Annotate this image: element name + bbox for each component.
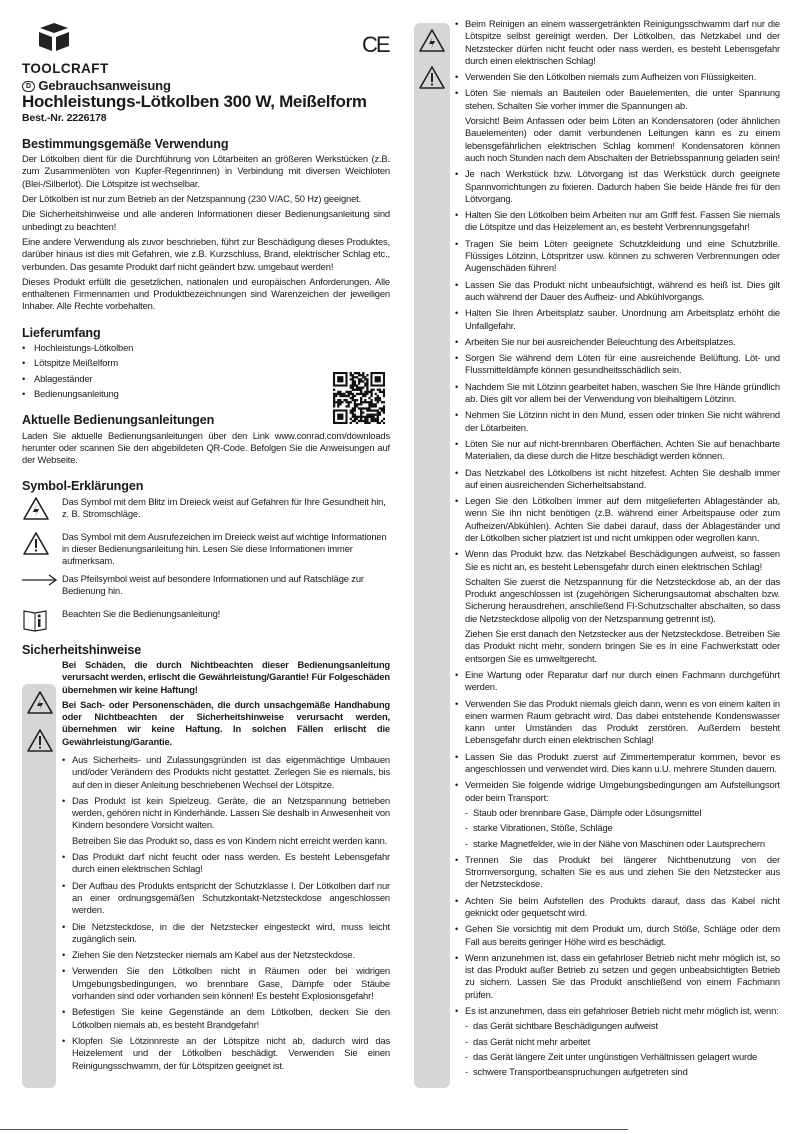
safety-item [455, 548, 780, 665]
scope-heading: Lieferumfang [22, 325, 101, 340]
safety-item [455, 854, 780, 891]
safety-text: Verwenden Sie den Lötkolben niemals zum Aufheizen von Flüssigkeiten. [465, 71, 757, 83]
bullet-icon: • [455, 335, 459, 347]
safety-text: Vermeiden Sie folgende widrige Umgebungsbedingungen am Aufstellungsort oder beim Transport: [465, 779, 780, 803]
bullet-icon: • [455, 168, 459, 180]
safety-text: Legen Sie den Lötkolben immer auf dem mitgelieferten Ablageständer ab, wenn Sie ihn nicht benötigen (z.B. während einer Arbeitspause oder zum Aufheizen/Abkühlen). Achten Sie dabei darauf, dass der Ablageständer und der Lötkolben sicher platziert ist und nicht umkippen oder wegrollen kann. [465, 495, 780, 543]
bullet-icon: • [62, 965, 66, 977]
safety-item [62, 795, 390, 847]
manual-info-icon [22, 608, 62, 638]
scope-item: • Lötspitze Meißelform [22, 357, 390, 369]
safety-item [62, 965, 390, 1002]
bullet-icon: • [455, 853, 459, 865]
bullet-icon: • [62, 851, 66, 863]
bullet-icon: • [455, 495, 459, 507]
safety-item [455, 168, 780, 205]
language-badge: D [22, 81, 35, 92]
scope-item: • Ablageständer [22, 373, 390, 385]
bullet-icon: • [455, 1005, 459, 1017]
safety-text: Klopfen Sie Lötzinnreste an der Lötspitze nicht ab, dadurch wird das Heizelement und der Lötkolben beschädigt. Verwenden Sie einen Reinigungsschwamm, der für Lötspitzen geeignet ist. [72, 1034, 390, 1071]
left-column [22, 80, 390, 1076]
safety-text: Je nach Werkstück bzw. Lötvorgang ist das Werkstück durch geeignete Spannvorrichtungen zu fixieren. Dadurch haben Sie beide Hände frei für den Lötvorgang. [465, 168, 780, 204]
bullet-icon: • [455, 352, 459, 364]
safety-text: Aus Sicherheits- und Zulassungsgründen ist das eigenmächtige Umbauen und/oder Verändern des Produkts nicht gestattet. Zerlegen Sie es niemals, bis auf den in dieser Anleitung beschriebenen Wechsel der Lötspitze. [72, 753, 390, 790]
safety-text: Sorgen Sie während dem Löten für eine ausreichende Belüftung. Löt- und Flussmitteldämpfe können gesundheitsschädlich sein. [465, 352, 780, 376]
safety-item [455, 381, 780, 406]
safety-item [455, 698, 780, 747]
scope-item: • Bedienungsanleitung [22, 388, 390, 400]
bullet-icon: • [62, 879, 66, 891]
safety-item [455, 209, 780, 234]
safety-item [455, 352, 780, 377]
safety-item [455, 238, 780, 275]
bullet-icon: • [455, 87, 459, 99]
safety-item [455, 669, 780, 694]
safety-item [455, 438, 780, 463]
bullet-icon: • [455, 923, 459, 935]
safety-item [455, 751, 780, 776]
bullet-icon: • [62, 1006, 66, 1018]
safety-item [455, 71, 780, 83]
right-column [455, 18, 780, 1083]
exclamation-warning-icon [419, 65, 445, 91]
lightning-warning-icon [419, 28, 445, 54]
bullet-icon: • [455, 750, 459, 762]
arrow-icon [22, 573, 62, 603]
safety-item [455, 895, 780, 920]
safety-item [455, 467, 780, 492]
safety-text: Nachdem Sie mit Lötzinn gearbeitet haben, waschen Sie Ihre Hände gründlich ab. Dies gilt vor allem bei der Verwendung von bleihaltigem Lötzinn. [465, 380, 780, 405]
warning-text: Bei Schäden, die durch Nichtbeachten dieser Bedienungsanleitung verursacht werden, erlischt die Gewährleistung/Garantie! Für Folgeschäden übernehmen wir keine Haftung! [62, 658, 390, 695]
symbol-row [22, 531, 390, 568]
safety-heading: Sicherheitshinweise [22, 642, 142, 657]
safety-text: Lassen Sie das Produkt nicht unbeaufsichtigt, während es heiß ist. Dies gilt auch während der Dauer des Aufheiz- und Abkühlvorgangs. [465, 278, 780, 302]
bullet-icon: • [455, 71, 459, 83]
safety-item [62, 921, 390, 946]
safety-text: Das Netzkabel des Lötkolbens ist nicht hitzefest. Achten Sie deshalb immer auf einen ausreichenden Sicherheitsabstand. [465, 466, 780, 490]
safety-item [455, 279, 780, 304]
bullet-icon: • [455, 548, 459, 560]
bullet-icon: • [455, 409, 459, 421]
safety-text: Trennen Sie das Produkt bei längerer Nichtbenutzung von der Stromversorgung, schalten Sie es aus und ziehen Sie den Netzstecker aus der Netzsteckdose. [465, 853, 780, 890]
bullet-icon: • [62, 1034, 66, 1046]
safety-text: Die Netzsteckdose, in die der Netzstecker eingesteckt wird, muss leicht zugänglich sein. [72, 920, 390, 944]
safety-text: Ziehen Sie den Netzstecker niemals am Kabel aus der Netzsteckdose. [72, 949, 355, 961]
symbol-row [22, 608, 390, 638]
safety-item [455, 87, 780, 164]
safety-subitem: - schwere Transportbeanspruchungen aufgetreten sind [465, 1066, 780, 1078]
bullet-icon: • [455, 951, 459, 963]
safety-subitem: - das Gerät sichtbare Beschädigungen aufweist [465, 1020, 780, 1032]
safety-text: Achten Sie beim Aufstellen des Produkts darauf, dass das Kabel nicht geknickt oder gequetscht wird. [465, 894, 780, 918]
symbol-description: Das Pfeilsymbol weist auf besondere Informationen und auf Ratschläge zur Bedienung hin. [62, 572, 364, 596]
bullet-icon: • [455, 779, 459, 791]
safety-text: Lassen Sie das Produkt zuerst auf Zimmertemperatur kommen, bevor es angeschlossen und verwendet wird. Dies kann u.U. mehrere Stunden dauern. [465, 750, 780, 775]
safety-item [62, 851, 390, 876]
safety-item [455, 336, 780, 348]
bullet-icon: • [455, 697, 459, 709]
safety-text: Tragen Sie beim Löten geeignete Schutzkleidung und eine Schutzbrille. Flüssiges Lötzinn, Lötspritzer usw. können zu schweren Verbrennungen oder Augenschäden führen! [465, 237, 780, 274]
safety-item [62, 949, 390, 961]
safety-text: Löten Sie niemals an Bauteilen oder Bauelementen, die unter Spannung stehen. Schalten Sie vorher immer die Spannungen ab. [465, 87, 780, 111]
safety-item [62, 754, 390, 791]
bullet-icon: • [62, 920, 66, 932]
intended-use-paragraph: Dieses Produkt erfüllt die gesetzlichen, nationalen und europäischen Anforderungen. Alle enthaltenen Firmennamen und Produktbezeichnungen sind Warenzeichen der jeweiligen Inhaber. Alle Rechte vorbehalten. [22, 275, 390, 312]
toolcraft-logo [22, 22, 109, 76]
safety-text: Wenn das Produkt bzw. das Netzkabel Beschädigungen aufweist, so fassen Sie es nicht an, es besteht Lebensgefahr durch einen elektrischen Schlag! [465, 548, 780, 572]
symbol-description: Beachten Sie die Bedienungsanleitung! [62, 607, 221, 619]
symbol-description: Das Symbol mit dem Blitz im Dreieck weist auf Gefahren für Ihre Gesundheit hin, z. B. Stromschläge. [62, 495, 386, 520]
safety-item [455, 495, 780, 544]
safety-item [455, 409, 780, 434]
safety-text: Der Aufbau des Produkts entspricht der Schutzklasse I. Der Lötkolben darf nur an einer ordnungsgemäßen Schutzkontakt-Netzsteckdose angeschlossen werden. [72, 879, 390, 916]
bullet-icon: • [455, 237, 459, 249]
scope-item: • Hochleistungs-Lötkolben [22, 342, 390, 354]
doc-type: Gebrauchsanweisung [38, 78, 171, 93]
safety-item [455, 1005, 780, 1078]
bullet-icon: • [455, 278, 459, 290]
logo-mark-icon [37, 22, 71, 52]
safety-item [455, 952, 780, 1001]
symbol-row [22, 573, 390, 603]
safety-subitem: - starke Vibrationen, Stöße, Schläge [465, 822, 780, 834]
safety-text: Das Produkt darf nicht feucht oder nass werden. Es besteht Lebensgefahr durch einen elektrischen Schlag! [72, 851, 390, 875]
safety-subitem: - starke Magnetfelder, wie in der Nähe von Maschinen oder Lautsprechern [465, 838, 780, 850]
doc-type-heading [22, 80, 390, 92]
safety-item [455, 923, 780, 948]
manuals-text: Laden Sie aktuelle Bedienungsanleitungen über den Link www.conrad.com/downloads herunter oder scannen Sie den abgebildeten QR-Code. Befolgen Sie die Anweisungen auf der Webseite. [22, 429, 390, 466]
safety-text: Beim Reinigen an einem wassergetränkten Reinigungsschwamm darf nur die Lötspitze selbst gereinigt werden. Der Lötkolben, das Netzkabel und der Netzstecker dürfen nicht feucht oder nass werden, es besteht Lebensgefahr durch einen elektrischen Schlag! [465, 18, 780, 66]
safety-item [62, 1035, 390, 1072]
intended-use-paragraph: Der Lötkolben ist nur zum Betrieb an der Netzspannung (230 V/AC, 50 Hz) geeignet. [22, 193, 362, 205]
warning-sidebar-right [414, 23, 450, 1088]
bullet-icon: • [455, 209, 459, 221]
safety-text: Das Produkt ist kein Spielzeug. Geräte, die an Netzspannung betrieben werden, gehören nicht in Kinderhände. Lassen Sie deshalb in Anwesenheit von Kindern besondere Vorsicht walten. [72, 794, 390, 831]
symbol-description: Das Symbol mit dem Ausrufezeichen im Dreieck weist auf wichtige Informationen in dieser Bedienungsanleitung hin. Lesen Sie diese Informationen immer aufmerksam. [62, 530, 387, 567]
exclamation-warning-icon [22, 531, 62, 568]
safety-item [455, 779, 780, 849]
safety-text: Eine Wartung oder Reparatur darf nur durch einen Fachmann durchgeführt werden. [465, 668, 780, 693]
safety-text: Halten Sie Ihren Arbeitsplatz sauber. Unordnung am Arbeitsplatz erhöht die Unfallgefahr. [465, 307, 780, 331]
ce-mark: CE [362, 32, 389, 57]
manuals-heading: Aktuelle Bedienungsanleitungen [22, 413, 215, 428]
bullet-icon: • [455, 437, 459, 449]
article-number: Best.-Nr. 2226178 [22, 111, 107, 124]
symbols-heading: Symbol-Erklärungen [22, 479, 144, 494]
safety-subitem: - das Gerät nicht mehr arbeitet [465, 1036, 780, 1048]
warning-text: Bei Sach- oder Personenschäden, die durch unsachgemäße Handhabung oder Nichtbeachten der Sicherheitshinweise verursacht werden, übernehmen wir keine Haftung. In solchen Fällen erlischt die Gewährleistung/Garantie. [62, 698, 390, 747]
bullet-icon: • [62, 949, 66, 961]
bullet-icon: • [455, 307, 459, 319]
bullet-icon: • [62, 753, 66, 765]
safety-text: Es ist anzunehmen, dass ein gefahrloser Betrieb nicht mehr möglich ist, wenn: [465, 1005, 779, 1017]
safety-text: Ziehen Sie erst danach den Netzstecker aus der Netzsteckdose. Betreiben Sie das Produkt nicht mehr, sondern bringen Sie es in eine Fachwerkstatt oder entsorgen Sie es umweltgerecht. [465, 628, 780, 664]
safety-text: Löten Sie nur auf nicht-brennbaren Oberflächen. Achten Sie auf benachbarte Materialien, da diese durch die Hitze beschädigt werden können. [465, 437, 780, 462]
safety-item [62, 880, 390, 917]
safety-text: Halten Sie den Lötkolben beim Arbeiten nur am Griff fest. Fassen Sie niemals die Lötspitze und das Heizelement an, es besteht Verbrennungsgefahr! [465, 209, 780, 233]
safety-item [455, 18, 780, 67]
bullet-icon: • [455, 466, 459, 478]
bullet-icon: • [455, 668, 459, 680]
safety-subitem: - das Gerät längere Zeit unter ungünstigen Verhältnissen gelagert wurde [465, 1051, 780, 1063]
footer-divider [0, 1129, 628, 1130]
intended-use-heading: Bestimmungsgemäße Verwendung [22, 136, 229, 151]
safety-text: Befestigen Sie keine Gegenstände an dem Lötkolben, decken Sie den Lötkolben niemals ab, es besteht Brandgefahr! [72, 1006, 390, 1030]
bullet-icon: • [455, 380, 459, 392]
bullet-icon: • [455, 18, 459, 29]
safety-text: Arbeiten Sie nur bei ausreichender Beleuchtung des Arbeitsplatzes. [465, 335, 736, 347]
safety-text: Verwenden Sie das Produkt niemals gleich dann, wenn es von einem kalten in einen warmen Raum gebracht wird. Das dabei entstehende Kondenswasser kann unter Umständen das Produkt zerstören. Außerdem besteht Lebensgefahr durch einen elektrischen Schlag! [465, 697, 780, 746]
symbol-row [22, 496, 390, 526]
safety-item [455, 307, 780, 332]
page-title: Hochleistungs-Lötkolben 300 W, Meißelform [22, 92, 367, 112]
safety-text: Wenn anzunehmen ist, dass ein gefahrloser Betrieb nicht mehr möglich ist, so ist das Produkt außer Betrieb zu setzen und gegen unbeabsichtigten Betrieb zu sichern. Lassen Sie das Produkt anschließend von einem Fachmann prüfen. [465, 951, 780, 1000]
safety-text: Verwenden Sie den Lötkolben nicht in Räumen oder bei widrigen Umgebungsbedingungen, wo brennbare Gase, Dämpfe oder Stäube vorhanden sind oder vorhanden sein können! Es besteht Explosionsgefahr! [72, 965, 390, 1002]
intended-use-paragraph: Der Lötkolben dient für die Durchführung von Lötarbeiten an größeren Werkstücken (z.B. zum Zusammenlöten von Kupfer-Regenrinnen) in Verbindung mit diversen Weichloten (Blei-/Silberlot). Die Lötspitze ist wechselbar. [22, 153, 390, 189]
safety-text: Betreiben Sie das Produkt so, dass es von Kindern nicht erreicht werden kann. [72, 834, 388, 846]
intended-use-paragraph: Eine andere Verwendung als zuvor beschrieben, führt zur Beschädigung dieses Produktes, darüber hinaus ist dies mit Gefahren, wie z.B. Kurzschluss, Brand, elektrischer Schlag etc., verbunden. Das gesamte Produkt darf nicht geändert bzw. umgebaut werden! [22, 235, 390, 272]
intended-use-paragraph: Die Sicherheitshinweise und alle anderen Informationen dieser Bedienungsanleitung sind unbedingt zu beachten! [22, 208, 390, 232]
safety-text: Nehmen Sie Lötzinn nicht in den Mund, essen oder trinken Sie nicht während der Lötarbeiten. [465, 409, 780, 433]
safety-text: Gehen Sie vorsichtig mit dem Produkt um, durch Stöße, Schläge oder dem Fall aus bereits geringer Höhe wird es beschädigt. [465, 923, 780, 947]
lightning-warning-icon [22, 496, 62, 526]
safety-subitem: - Staub oder brennbare Gase, Dämpfe oder Lösungsmittel [465, 807, 780, 819]
safety-text: Vorsicht! Beim Anfassen oder beim Löten an Kondensatoren (oder ähnlichen Bauelementen) oder damit verbundenen Leitungen kann es zu einem lebensgefährlichen elektrischen Schlag kommen! Kondensatoren können auch noch Stunden nach dem Abschalten der Betriebsspannung geladen sein! [465, 115, 780, 163]
safety-text: Schalten Sie zuerst die Netzspannung für die Netzsteckdose ab, an der das Produkt angeschlossen ist (zugehörigen Sicherungsautomat abschalten bzw. Sicherung herausdrehen, anschließend FI-Schutzschalter abschalten, so dass die Netzsteckdose allpolig von der Netzspannung getrennt ist). [465, 575, 780, 624]
safety-item [62, 1006, 390, 1031]
brand-name: TOOLCRAFT [22, 61, 109, 76]
bullet-icon: • [455, 894, 459, 906]
bullet-icon: • [62, 794, 66, 806]
